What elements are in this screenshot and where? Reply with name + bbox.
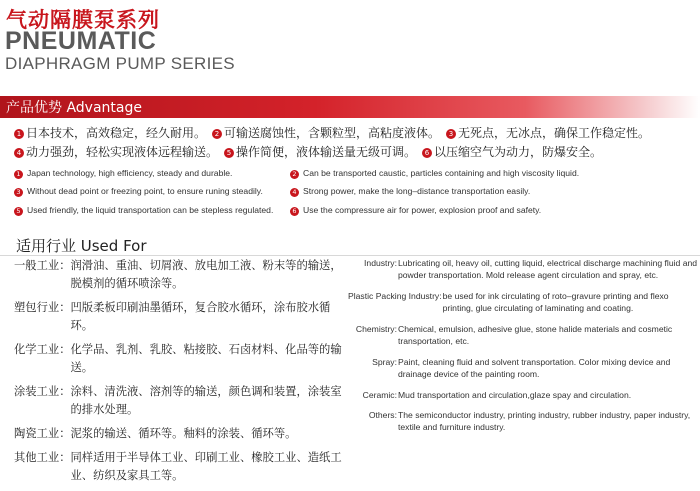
number-badge-icon: 2 <box>290 170 299 179</box>
industry-cn-text: 同样适用于半导体工业、印刷工业、橡胶工业、造纸工业、纺织及家具工等。 <box>70 451 342 482</box>
section-divider <box>0 255 700 256</box>
industry-cn-entry <box>14 449 349 485</box>
industry-en-label: Chemistry: <box>355 324 397 334</box>
industries-heading: 适用行业 Used For <box>16 237 147 255</box>
industry-cn-entry <box>14 425 349 443</box>
advantage-cn-row-1 <box>14 124 656 141</box>
industry-cn-text: 凹版柔板印刷油墨循环，复合胶水循环，涂布胶水循环。 <box>70 301 331 332</box>
industry-en-text: Paint, cleaning fluid and solvent transportation. Color mixing device and drainage device of the painting room. <box>398 357 671 379</box>
number-badge-icon: 6 <box>290 207 299 216</box>
advantage-en-item: 6 Use the compressure air for power, explosion proof and safety. <box>290 205 541 216</box>
industry-en-label: Ceramic: <box>362 390 397 400</box>
number-badge-icon: 1 <box>14 129 24 139</box>
advantage-cn-item: 2 可输送腐蚀性，含颗粒型，高粘度液体。 <box>212 124 440 141</box>
industry-en-text: Lubricating oil, heavy oil, cutting liquid, electrical discharge machining fluid and powder transportation. Mold release agent circulation and spray, etc. <box>398 258 698 280</box>
industry-cn-entry <box>14 383 349 419</box>
industry-en-entry <box>348 356 700 380</box>
advantage-en-item: 2 Can be transported caustic, particles containing and high viscosity liquid. <box>290 168 579 179</box>
industry-en-entry <box>348 409 700 433</box>
industry-en-entry <box>348 323 700 347</box>
number-badge-icon: 3 <box>446 129 456 139</box>
industry-cn-label: 一般工业： <box>14 259 71 272</box>
advantage-cn-row-2 <box>14 143 608 160</box>
advantage-cn-item: 4 动力强劲，轻松实现液体远程输送。 <box>14 143 218 160</box>
industry-cn-label: 其他工业： <box>14 451 71 464</box>
industry-cn-label: 涂装工业： <box>14 385 71 398</box>
page-title-en-line1: PNEUMATIC <box>5 27 157 55</box>
advantage-cn-item: 5 操作简便，液体输送量无级可调。 <box>224 143 416 160</box>
number-badge-icon: 5 <box>14 207 23 216</box>
advantage-en-item: 5 Used friendly, the liquid transportation can be stepless regulated. <box>14 205 273 216</box>
industry-cn-label: 塑包行业： <box>14 301 71 314</box>
industry-cn-text: 润滑油、重油、切屑液、放电加工液、粉末等的输送，脱模剂的循环喷涂等。 <box>70 259 342 290</box>
industries-en-list <box>348 257 700 433</box>
industry-cn-entry <box>14 257 349 293</box>
industry-en-text: be used for ink circulating of roto–gravure printing and flexo printing, glue circulating of laminating and coating. <box>442 291 669 313</box>
advantage-heading: 产品优势 Advantage <box>6 100 142 116</box>
industry-cn-text: 化学品、乳剂、乳胶、粘接胶、石卤材料、化品等的输送。 <box>70 343 342 374</box>
industry-cn-entry <box>14 299 349 335</box>
industry-en-entry <box>348 257 700 281</box>
advantage-en-item: 3 Without dead point or freezing point, to ensure runing steadily. <box>14 186 263 197</box>
page-title-en-line2: DIAPHRAGM PUMP SERIES <box>5 54 235 73</box>
industry-cn-label: 陶瓷工业： <box>14 427 71 440</box>
number-badge-icon: 4 <box>14 148 24 158</box>
industry-cn-label: 化学工业： <box>14 343 71 356</box>
number-badge-icon: 1 <box>14 170 23 179</box>
advantage-heading-bar <box>0 96 700 118</box>
industry-cn-entry <box>14 341 349 377</box>
industry-en-text: The semiconductor industry, printing industry, rubber industry, paper industry, textile and furniture industry. <box>398 410 691 432</box>
industry-en-text: Mud transportation and circulation,glaze spay and circulation. <box>398 390 632 400</box>
industry-en-entry <box>348 389 700 401</box>
industry-en-text: Chemical, emulsion, adhesive glue, stone halide materials and cosmetic transportation, etc. <box>398 324 673 346</box>
number-badge-icon: 3 <box>14 188 23 197</box>
industry-en-label: Others: <box>368 410 397 420</box>
number-badge-icon: 5 <box>224 148 234 158</box>
industry-cn-text: 涂料、清洗液、溶剂等的输送，颜色调和装置，涂装室的排水处理。 <box>70 385 342 416</box>
number-badge-icon: 2 <box>212 129 222 139</box>
number-badge-icon: 4 <box>290 188 299 197</box>
advantage-cn-item: 3 无死点，无冰点，确保工作稳定性。 <box>446 124 650 141</box>
page-title-cn: 气动隔膜泵系列 <box>6 8 160 32</box>
industry-en-label: Plastic Packing Industry: <box>348 291 442 301</box>
advantage-cn-item: 6 以压缩空气为动力，防爆安全。 <box>422 143 602 160</box>
industry-en-entry <box>348 290 700 314</box>
advantage-cn-item: 1 日本技术，高效稳定，经久耐用。 <box>14 124 206 141</box>
industries-cn-list <box>14 257 349 491</box>
advantage-en-item: 4 Strong power, make the long–distance transportation easily. <box>290 186 530 197</box>
industry-cn-text: 泥浆的输送、循环等。釉料的涂装、循环等。 <box>70 427 297 440</box>
advantage-en-item: 1 Japan technology, high efficiency, steady and durable. <box>14 168 232 179</box>
industry-en-label: Spray: <box>372 357 397 367</box>
industry-en-label: Industry: <box>364 258 397 268</box>
number-badge-icon: 6 <box>422 148 432 158</box>
